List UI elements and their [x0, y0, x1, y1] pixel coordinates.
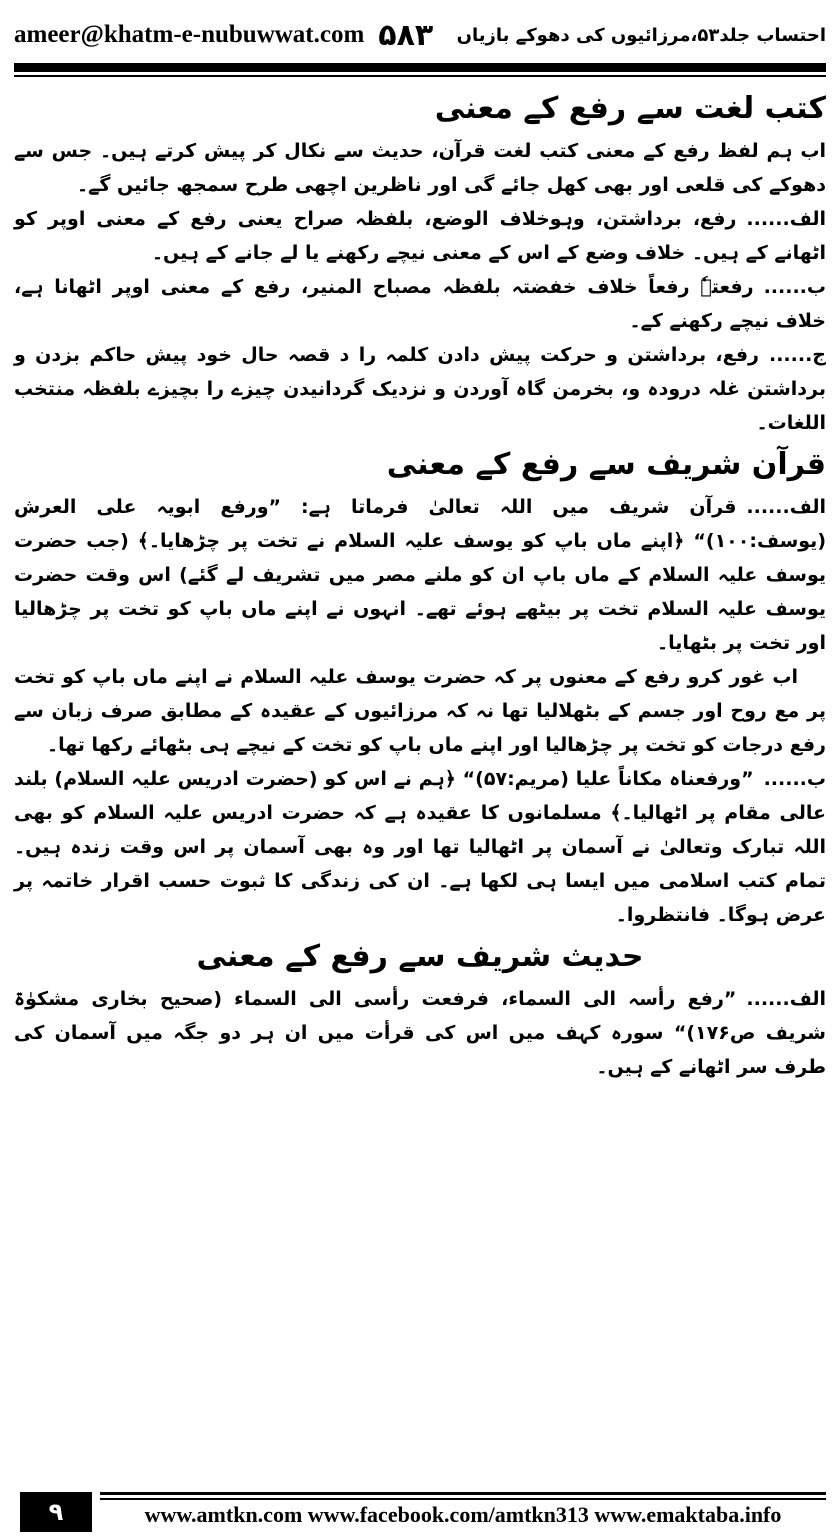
paragraph-label: الف......	[746, 208, 826, 230]
footer-rule-thick	[100, 1492, 826, 1495]
paragraph-text: رفع، برداشتن، وہوخلاف الوضع، بلفظہ صراح یعنی رفع کے معنی اوپر کو اٹھانے کے ہیں۔ خلاف وضع کے اس کے معنی نیچے رکھنے یا لے جانے کے ہیں۔	[14, 208, 826, 264]
header-left	[14, 18, 433, 53]
paragraph	[14, 660, 826, 762]
page-footer	[0, 1488, 840, 1540]
section-heading-lexicon: کتب لغت سے رفع کے معنی	[434, 91, 826, 126]
paragraph-text: اب غور کرو رفع کے معنوں پر کہ حضرت یوسف علیہ السلام نے اپنے ماں باپ کو تخت پر مع روح اور جسم کے بٹھلالیا تھا نہ کہ مرزائیوں کے عقیدہ کے مطابق صرف زبان سے رفع درجات کو تخت پر چڑھالیا اور اپنے ماں باپ کو تخت کے نیچے ہی بٹھائے رکھا تھا۔	[14, 666, 826, 756]
page-number: ۵۸۳	[378, 17, 434, 53]
paragraph-label: الف......	[746, 988, 826, 1010]
header-email: ameer@khatm-e-nubuwwat.com	[14, 21, 365, 48]
paragraph	[14, 270, 826, 338]
paragraph-label: الف......	[746, 496, 826, 518]
footer-rule-thin	[100, 1498, 826, 1500]
footer-number: ۹	[48, 1498, 64, 1526]
paragraph	[14, 982, 826, 1084]
section-heading-quran: قرآن شریف سے رفع کے معنی	[386, 447, 826, 482]
paragraph	[14, 490, 826, 660]
paragraph-text: رفعتہٗ رفعاً خلاف خفضتہ بلفظہ مصباح المنیر، رفع کے معنی اوپر اٹھانا ہے، خلاف نیچے رکھنے کے۔	[14, 276, 826, 332]
paragraph-text: ”رفع رأسہ الی السماء، فرفعت رأسی الی السماء (صحیح بخاری مشکوٰۃ شریف ص۱۷۶)“ سورہ کہف میں اس کی قرأت میں ان ہر دو جگہ میں آسمان کی طرف سر اٹھانے کے ہیں۔	[14, 988, 826, 1078]
header-rule-thick	[14, 63, 826, 72]
paragraph	[14, 134, 826, 202]
section-heading-hadith: حدیث شریف سے رفع کے معنی	[196, 939, 644, 974]
page-body	[14, 84, 826, 1084]
paragraph-label: ج......	[769, 344, 826, 366]
header-rule-thin	[14, 75, 826, 77]
paragraph-label: ب......	[763, 276, 826, 298]
footer-links: www.amtkn.com www.facebook.com/amtkn313 www.emaktaba.info	[144, 1502, 782, 1527]
page-header	[14, 8, 826, 62]
paragraph-text: اب ہم لفظ رفع کے معنی کتب لغت قرآن، حدیث سے نکال کر پیش کرتے ہیں۔ جس سے دھوکے کی قلعی اور بھی کھل جائے گی اور ناظرین اچھی طرح سمجھ جائیں گے۔	[14, 140, 826, 196]
paragraph	[14, 202, 826, 270]
paragraph-label: ب......	[763, 768, 826, 790]
footer-number-box	[20, 1492, 92, 1532]
paragraph	[14, 762, 826, 932]
paragraph	[14, 338, 826, 440]
paragraph-text: رفع، برداشتن و حرکت پیش دادن کلمہ را د قصہ حال خود پیش حاکم بزدن و برداشتن غلہ درودہ و، بخرمن گاہ آوردن و نزدیک گردانیدن چیزے را بچیزے بلفظہ منتخب اللغات۔	[14, 344, 826, 434]
paragraph-text: قرآن شریف میں اللہ تعالیٰ فرماتا ہے: ”ورفع ابویہ علی العرش (یوسف:۱۰۰)“ ﴿اپنے ماں باپ کو یوسف علیہ السلام نے تخت پر چڑھایا۔﴾ (جب حضرت یوسف علیہ السلام کے ماں باپ ان کو ملنے مصر میں تشریف لے گئے) اس وقت حضرت یوسف علیہ السلام تخت پر بیٹھے ہوئے تھے۔ انہوں نے اپنے ماں باپ کو تخت پر چڑھالیا اور تخت پر بٹھایا۔	[14, 496, 826, 654]
running-title: احتساب جلد۵۳،مرزائیوں کی دھوکے بازیاں	[456, 24, 826, 46]
paragraph-text: ”ورفعناہ مکاناً علیا (مریم:۵۷)“ ﴿ہم نے اس کو (حضرت ادریس علیہ السلام) بلند عالی مقام پر اٹھالیا۔﴾ مسلمانوں کا عقیدہ ہے کہ حضرت ادریس علیہ السلام کو بھی اللہ تبارک وتعالیٰ نے آسمان پر اٹھالیا تھا اور وہ بھی آسمان پر اس وقت زندہ ہیں۔ تمام کتب اسلامی میں ایسا ہی لکھا ہے۔ ان کی زندگی کا ثبوت حسب اقرار خاتمہ پر عرض ہوگا۔ فانتظروا۔	[14, 768, 826, 926]
